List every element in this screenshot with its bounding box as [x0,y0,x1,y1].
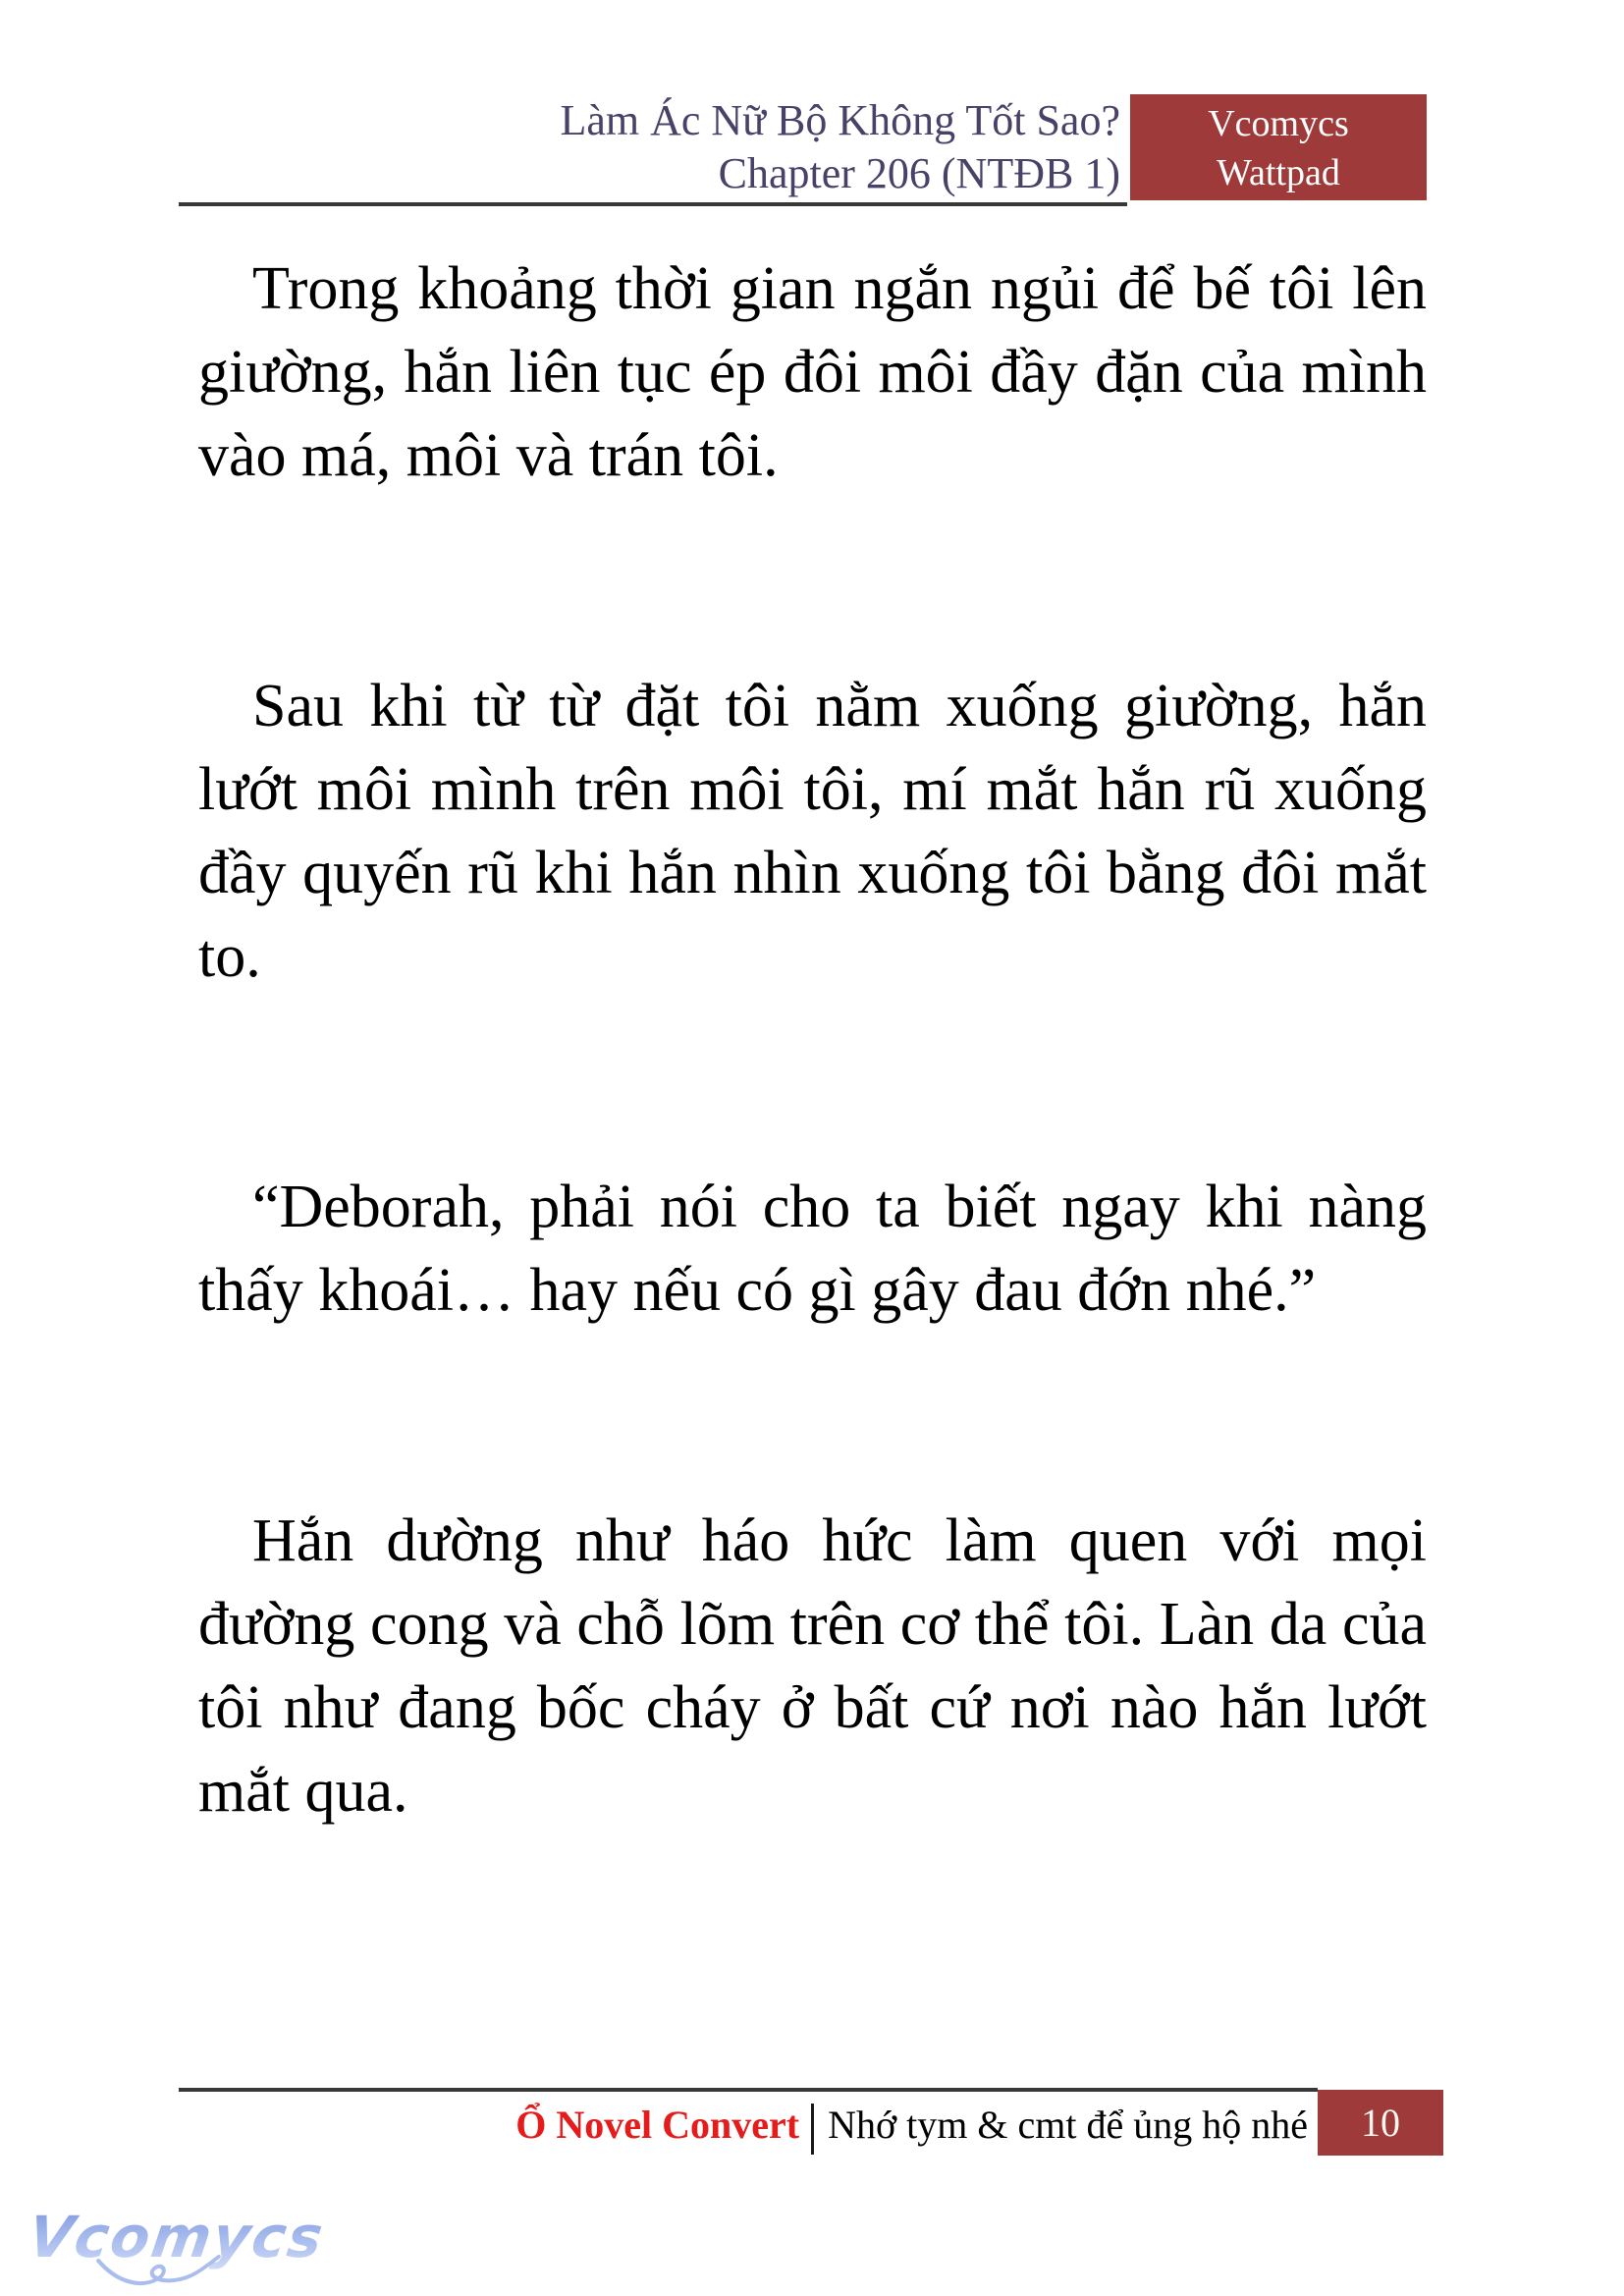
translator-badge [1130,94,1427,200]
paragraph-1: Trong khoảng thời gian ngắn ngủi để bế tôi lên giường, hắn liên tục ép đôi môi đầy đặn của mình vào má, môi và trán tôi. [198,255,1427,489]
footer-divider [179,2088,1318,2092]
footer-brand: Ổ Novel Convert [515,2103,800,2147]
translator-badge-line2: Wattpad [1217,152,1340,193]
footer-note: Nhớ tym & cmt để ủng hộ nhé [828,2103,1308,2147]
page-footer [515,2094,1308,2157]
chapter-title-block [198,94,1130,202]
page-number: 10 [1361,2101,1400,2145]
header-divider [179,202,1127,206]
translator-badge-line1: Vcomycs [1208,103,1349,144]
chapter-number: Chapter 206 (NTĐB 1) [718,149,1120,197]
page-number-badge [1318,2090,1443,2156]
vcomycs-logo [22,2204,329,2288]
footer-separator [811,2104,814,2155]
page-header [198,94,1427,202]
book-title: Làm Ác Nữ Bộ Không Tốt Sao? [560,96,1120,144]
vcomycs-logo-text: Vcomycs [24,2204,329,2270]
paragraph-2: Sau khi từ từ đặt tôi nằm xuống giường, hắn lướt môi mình trên môi tôi, mí mắt hắn rũ xuống đầy quyến rũ khi hắn nhìn xuống tôi bằng đôi mắt to. [198,673,1427,990]
chapter-text [198,247,1427,2000]
paragraph-4: Hắn dường như háo hức làm quen với mọi đường cong và chỗ lõm trên cơ thể tôi. Làn da của tôi như đang bốc cháy ở bất cứ nơi nào hắn lướt mắt qua. [198,1507,1427,1825]
paragraph-3: “Deborah, phải nói cho ta biết ngay khi nàng thấy khoái… hay nếu có gì gây đau đớn nhé.” [198,1174,1427,1324]
